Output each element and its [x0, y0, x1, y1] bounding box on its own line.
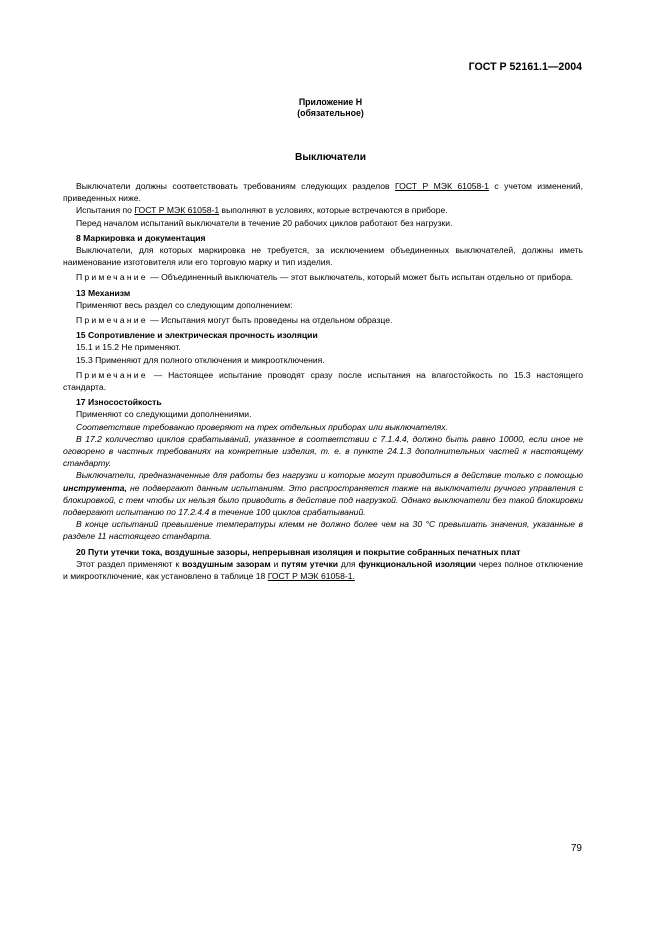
defined-term: путям утечки [281, 558, 339, 569]
standard-link[interactable]: ГОСТ Р МЭК 61058-1 [134, 205, 220, 216]
defined-term: функциональной изоляции [358, 558, 477, 569]
section-17-text: Применяют со следующими дополнениями. [76, 409, 252, 420]
intro-paragraph-3: Перед началом испытаний выключатели в течение 20 рабочих циклов работают без нагрузки. [76, 217, 453, 228]
standard-link[interactable]: ГОСТ Р МЭК 61058-1 [395, 181, 489, 191]
section-20-heading: 20 Пути утечки тока, воздушные зазоры, непрерывная изоляция и покрытие собранных печатных плат [76, 546, 521, 557]
section-17-item-1: Соответствие требованию проверяют на трех отдельных приборах или выключателях. [76, 421, 448, 432]
section-8-text: Выключатели, для которых маркировка не требуется, за исключением объединенных выключателей, должны иметь наименование изготовителя или его торговую марку и тип изделия. [63, 245, 583, 268]
section-15-line-2: 15.3 Применяют для полного отключения и микроотключения. [76, 354, 325, 365]
section-13-note: Примечание — Испытания могут быть проведены на отдельном образце. [76, 315, 393, 326]
section-17-item-3: Выключатели, предназначенные для работы без нагрузки и которые могут приводиться в действие только с помощью инструмента, не подвергают данным испытаниям. Это распространяется также на выключатели ручного управления с блокировкой, с тем чтобы их нельзя было приводить в действие под нагрузкой. Однако выключатели без такой блокировки подвергают испытанию по 17.2.4.4 в течение 100 циклов срабатываний. [63, 470, 583, 518]
section-15-line-1: 15.1 и 15.2 Не применяют. [76, 342, 181, 353]
section-15-heading: 15 Сопротивление и электрическая прочность изоляции [76, 330, 318, 341]
appendix-label: Приложение Н [298, 97, 363, 107]
appendix-status: (обязательное) [297, 108, 364, 118]
section-13-text: Применяют весь раздел со следующим дополнением: [76, 299, 293, 310]
section-8-note: Примечание — Объединенный выключатель — этот выключатель, который может быть испытан отдельно от прибора. [76, 272, 574, 283]
page-number: 79 [570, 843, 582, 854]
page-title: Выключатели [294, 152, 367, 163]
intro-paragraph-2: Испытания по ГОСТ Р МЭК 61058-1 выполняют в условиях, которые встречаются в приборе. [76, 205, 448, 216]
intro-paragraph-1: Выключатели должны соответствовать требованиям следующих разделов ГОСТ Р МЭК 61058-1 с учетом изменений, приведенных ниже. [63, 181, 583, 204]
section-17-item-4: В конце испытаний превышение температуры клемм не должно более чем на 30 °С превышать значения, указанные в разделе 11 настоящего стандарта. [63, 519, 583, 542]
section-17-heading: 17 Износостойкость [76, 397, 162, 408]
standard-link[interactable]: ГОСТ Р МЭК 61058-1. [267, 571, 355, 582]
defined-term: воздушным зазорам [182, 558, 271, 569]
section-17-item-2: В 17.2 количество циклов срабатываний, указанное в соответствии с 7.1.4.4, должно быть равно 10000, если иное не оговорено в частных требованиях на конкретные изделия, т. е. в пункте 24.1.3 дополнительных частей к настоящему стандарту. [63, 433, 583, 469]
section-8-heading: 8 Маркировка и документация [76, 232, 206, 243]
section-13-heading: 13 Механизм [76, 287, 131, 298]
document-body [63, 180, 583, 582]
defined-term: инструмента, [63, 482, 127, 493]
appendix-heading [0, 97, 661, 119]
document-number: ГОСТ Р 52161.1—2004 [468, 61, 582, 73]
section-15-note: Примечание — Настоящее испытание проводят сразу после испытания на влагостойкость по 15.3 настоящего стандарта. [63, 369, 583, 393]
section-20-text: Этот раздел применяют к воздушным зазорам и путям утечки для функциональной изоляции через полное отключение и микроотключение, как установлено в таблице 18 ГОСТ Р МЭК 61058-1. [63, 558, 584, 582]
